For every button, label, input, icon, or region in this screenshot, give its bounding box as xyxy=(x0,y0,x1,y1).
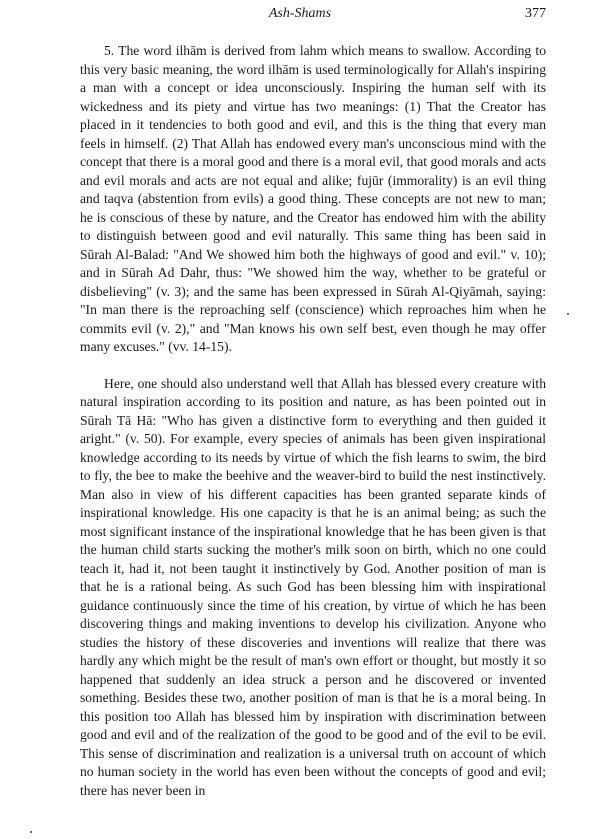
scan-speck xyxy=(30,831,32,833)
running-head: Ash-Shams xyxy=(268,6,332,21)
paragraph-note-5: 5. The word ilhām is derived from lahm which means to swallow. According to this very basic meaning, the word ilhām is used terminologically for Allah's inspiring a man with a concept or idea unconsciously. Inspiring the human self with its wickedness and its piety and virtue has two meanings: (1) That the Creator has placed in it tendencies to both good and evil, and this is the thing that every man feels in himself. (2) That Allah has endowed every man's unconscious mind with the concept that there is a moral good and there is a moral evil, that good morals and acts and evil morals and acts are not equal and alike; fujūr (immorality) is an evil thing and taqva (abstention from evils) a good thing. These concepts are not new to man; he is conscious of these by nature, and the Creator has endowed him with the ability to distinguish between good and evil naturally. This same thing has been said in Sūrah Al-Balad: "And We showed him both the highways of good and evil." v. 10); and in Sūrah Ad Dahr, thus: "We showed him the way, whether to be grateful or disbelieving" (v. 3); and the same has been expressed in Sūrah Al-Qiyāmah, saying: "In man there is the reproaching self (conscience) which reproaches him when he commits evil (v. 2)," and "Man knows his own self best, even though he may offer many excuses." (vv. 14-15). xyxy=(80,43,546,354)
page-number: 377 xyxy=(525,6,546,21)
paragraph-inspiration: Here, one should also understand well that Allah has blessed every creature with natural inspiration according to its position and nature, as has been pointed out in Sūrah Tā Hā: "Who has given a distinctive form to everything and then guided it aright." (v. 50). For example, every species of animals has been given inspirational knowledge according to its needs by virtue of which the fish learns to swim, the bird to fly, the bee to make the beehive and the weaver-bird to build the nest instinctively. Man also in view of his different capacities has been granted separate kinds of inspirational knowledge. His one capacity is that he is an animal being; as such the most significant instance of the inspirational knowledge that he has been given is that the human child starts sucking the mother's milk soon on birth, which no one could teach it, had it, not been taught it instinctively by God. Another position of man is that he is a rational being. As such God has been blessing him with inspirational guidance continuously since the time of his creation, by virtue of which he has been discovering things and making inventions to develop his civilization. Anyone who studies the history of these discoveries and inventions will realize that there was hardly any which might be the result of man's own effort or thought, but mostly it so happened that suddenly an idea struck a person and he discovered or invented something. Besides these two, another position of man is that he is a moral being. In this position too Allah has blessed him by inspiration with discrimination between good and evil and of the realization of the good to be good and of the evil to be evil. This sense of discrimination and realization is a universal truth on account of which no human society in the world has even been without the concepts of good and evil; there has never been in xyxy=(80,375,546,798)
scan-speck xyxy=(567,313,569,315)
body-text xyxy=(80,42,546,800)
